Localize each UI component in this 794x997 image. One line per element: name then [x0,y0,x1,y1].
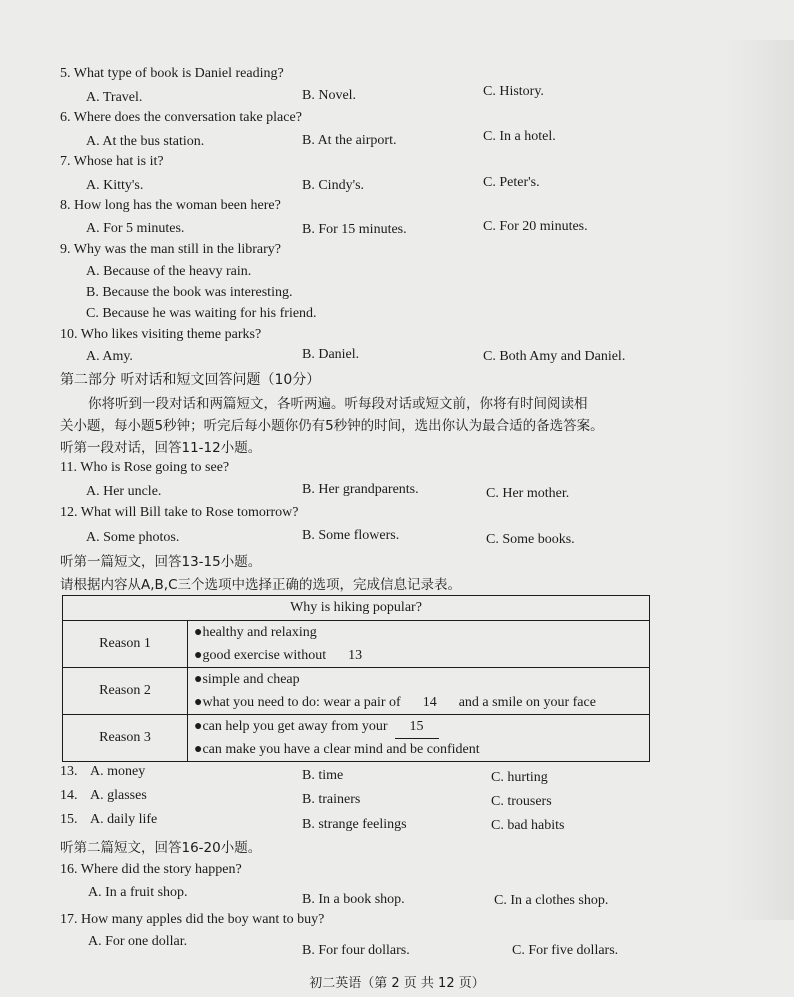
reason-2-line-2-tail: and a smile on your face [458,695,596,710]
question-7-option-a: A. Kitty's. [86,178,144,193]
question-16-option-b: B. In a book shop. [302,892,405,907]
question-8-option-c: C. For 20 minutes. [483,219,588,234]
question-12-option-b: B. Some flowers. [302,528,400,543]
question-7-stem: 7. Whose hat is it? [60,154,164,169]
question-13-option-c: C. hurting [491,770,548,785]
question-11-option-b: B. Her grandparents. [302,482,419,497]
reason-1-content [188,621,650,668]
reason-2-label: Reason 2 [63,668,188,715]
question-10-option-a: A. Amy. [86,349,133,364]
question-14-option-c: C. trousers [491,794,552,809]
question-15-option-a: A. daily life [90,812,158,827]
question-9-option-b: B. Because the book was interesting. [86,285,293,300]
question-14-number: 14. [60,788,78,803]
question-16-stem: 16. Where did the story happen? [60,862,242,877]
question-8-option-a: A. For 5 minutes. [86,221,185,236]
table-title: Why is hiking popular? [63,596,650,621]
question-17-stem: 17. How many apples did the boy want to buy? [60,912,325,927]
reason-1-label: Reason 1 [63,621,188,668]
question-13-number: 13. [60,764,78,779]
passage-1-intro: 听第一篇短文，回答13-15小题。 [60,554,262,570]
question-6-option-c: C. In a hotel. [483,129,556,144]
question-12-option-c: C. Some books. [486,532,575,547]
reason-1-line-2-text: ●good exercise without [194,648,327,663]
reason-3-content [188,715,650,762]
question-13-option-a: A. money [90,764,146,779]
question-11-option-a: A. Her uncle. [86,484,162,499]
question-5-option-c: C. History. [483,84,544,99]
blank-14: 14 [408,691,452,715]
question-15-option-b: B. strange feelings [302,817,407,832]
part-2-instruction-line-2: 关小题，每小题5秒钟；听完后每小题你仍有5秒钟的时间，选出你认为最合适的备选答案。 [60,418,604,434]
question-9-option-a: A. Because of the heavy rain. [86,264,252,279]
part-2-instruction-line-1: 你将听到一段对话和两篇短文，各听两遍。听每段对话或短文前，你将有时间阅读相 [88,396,588,412]
question-6-stem: 6. Where does the conversation take place? [60,110,302,125]
question-10-option-b: B. Daniel. [302,347,360,362]
question-10-stem: 10. Who likes visiting theme parks? [60,327,262,342]
question-7-option-b: B. Cindy's. [302,178,365,193]
question-10-option-c: C. Both Amy and Daniel. [483,349,626,364]
blank-13: 13 [333,644,377,668]
question-11-option-c: C. Her mother. [486,486,570,501]
reason-2-content [188,668,650,715]
dialogue-intro: 听第一段对话，回答11-12小题。 [60,440,262,456]
question-9-option-c: C. Because he was waiting for his friend. [86,306,317,321]
question-6-option-a: A. At the bus station. [86,134,205,149]
question-13-option-b: B. time [302,768,344,783]
reason-2-line-2 [188,691,649,714]
blank-15: 15 [395,715,439,739]
question-9-stem: 9. Why was the man still in the library? [60,242,281,257]
reason-3-line-2: ●can make you have a clear mind and be confident [194,742,480,757]
question-7-option-c: C. Peter's. [483,175,540,190]
question-16-option-c: C. In a clothes shop. [494,893,609,908]
question-15-number: 15. [60,812,78,827]
info-record-table [62,595,650,762]
passage-1-instruction: 请根据内容从A,B,C三个选项中选择正确的选项，完成信息记录表。 [60,577,462,593]
page-footer: 初二英语（第 2 页 共 12 页） [309,976,485,991]
question-17-option-b: B. For four dollars. [302,943,410,958]
reason-1-line-2 [188,644,649,667]
reason-1-line-1: ●healthy and relaxing [194,625,317,640]
reason-2-line-2-text: ●what you need to do: wear a pair of [194,695,401,710]
question-11-stem: 11. Who is Rose going to see? [60,460,230,475]
question-15-option-c: C. bad habits [491,818,565,833]
passage-2-intro: 听第二篇短文，回答16-20小题。 [60,840,262,856]
question-17-option-a: A. For one dollar. [88,934,188,949]
question-17-option-c: C. For five dollars. [512,943,619,958]
page-bleed-shadow [726,40,794,920]
reason-3-line-1-text: ●can help you get away from your [194,719,388,734]
question-6-option-b: B. At the airport. [302,133,397,148]
question-5-option-a: A. Travel. [86,90,143,105]
reason-2-line-1: ●simple and cheap [194,672,300,687]
question-8-option-b: B. For 15 minutes. [302,222,407,237]
part-2-title: 第二部分 听对话和短文回答问题（10分） [60,372,321,388]
question-14-option-b: B. trainers [302,792,361,807]
question-5-stem: 5. What type of book is Daniel reading? [60,66,284,81]
question-14-option-a: A. glasses [90,788,147,803]
question-8-stem: 8. How long has the woman been here? [60,198,281,213]
question-5-option-b: B. Novel. [302,88,357,103]
question-12-stem: 12. What will Bill take to Rose tomorrow? [60,505,299,520]
question-16-option-a: A. In a fruit shop. [88,885,188,900]
reason-3-label: Reason 3 [63,715,188,762]
question-12-option-a: A. Some photos. [86,530,180,545]
reason-3-line-1 [188,715,649,738]
